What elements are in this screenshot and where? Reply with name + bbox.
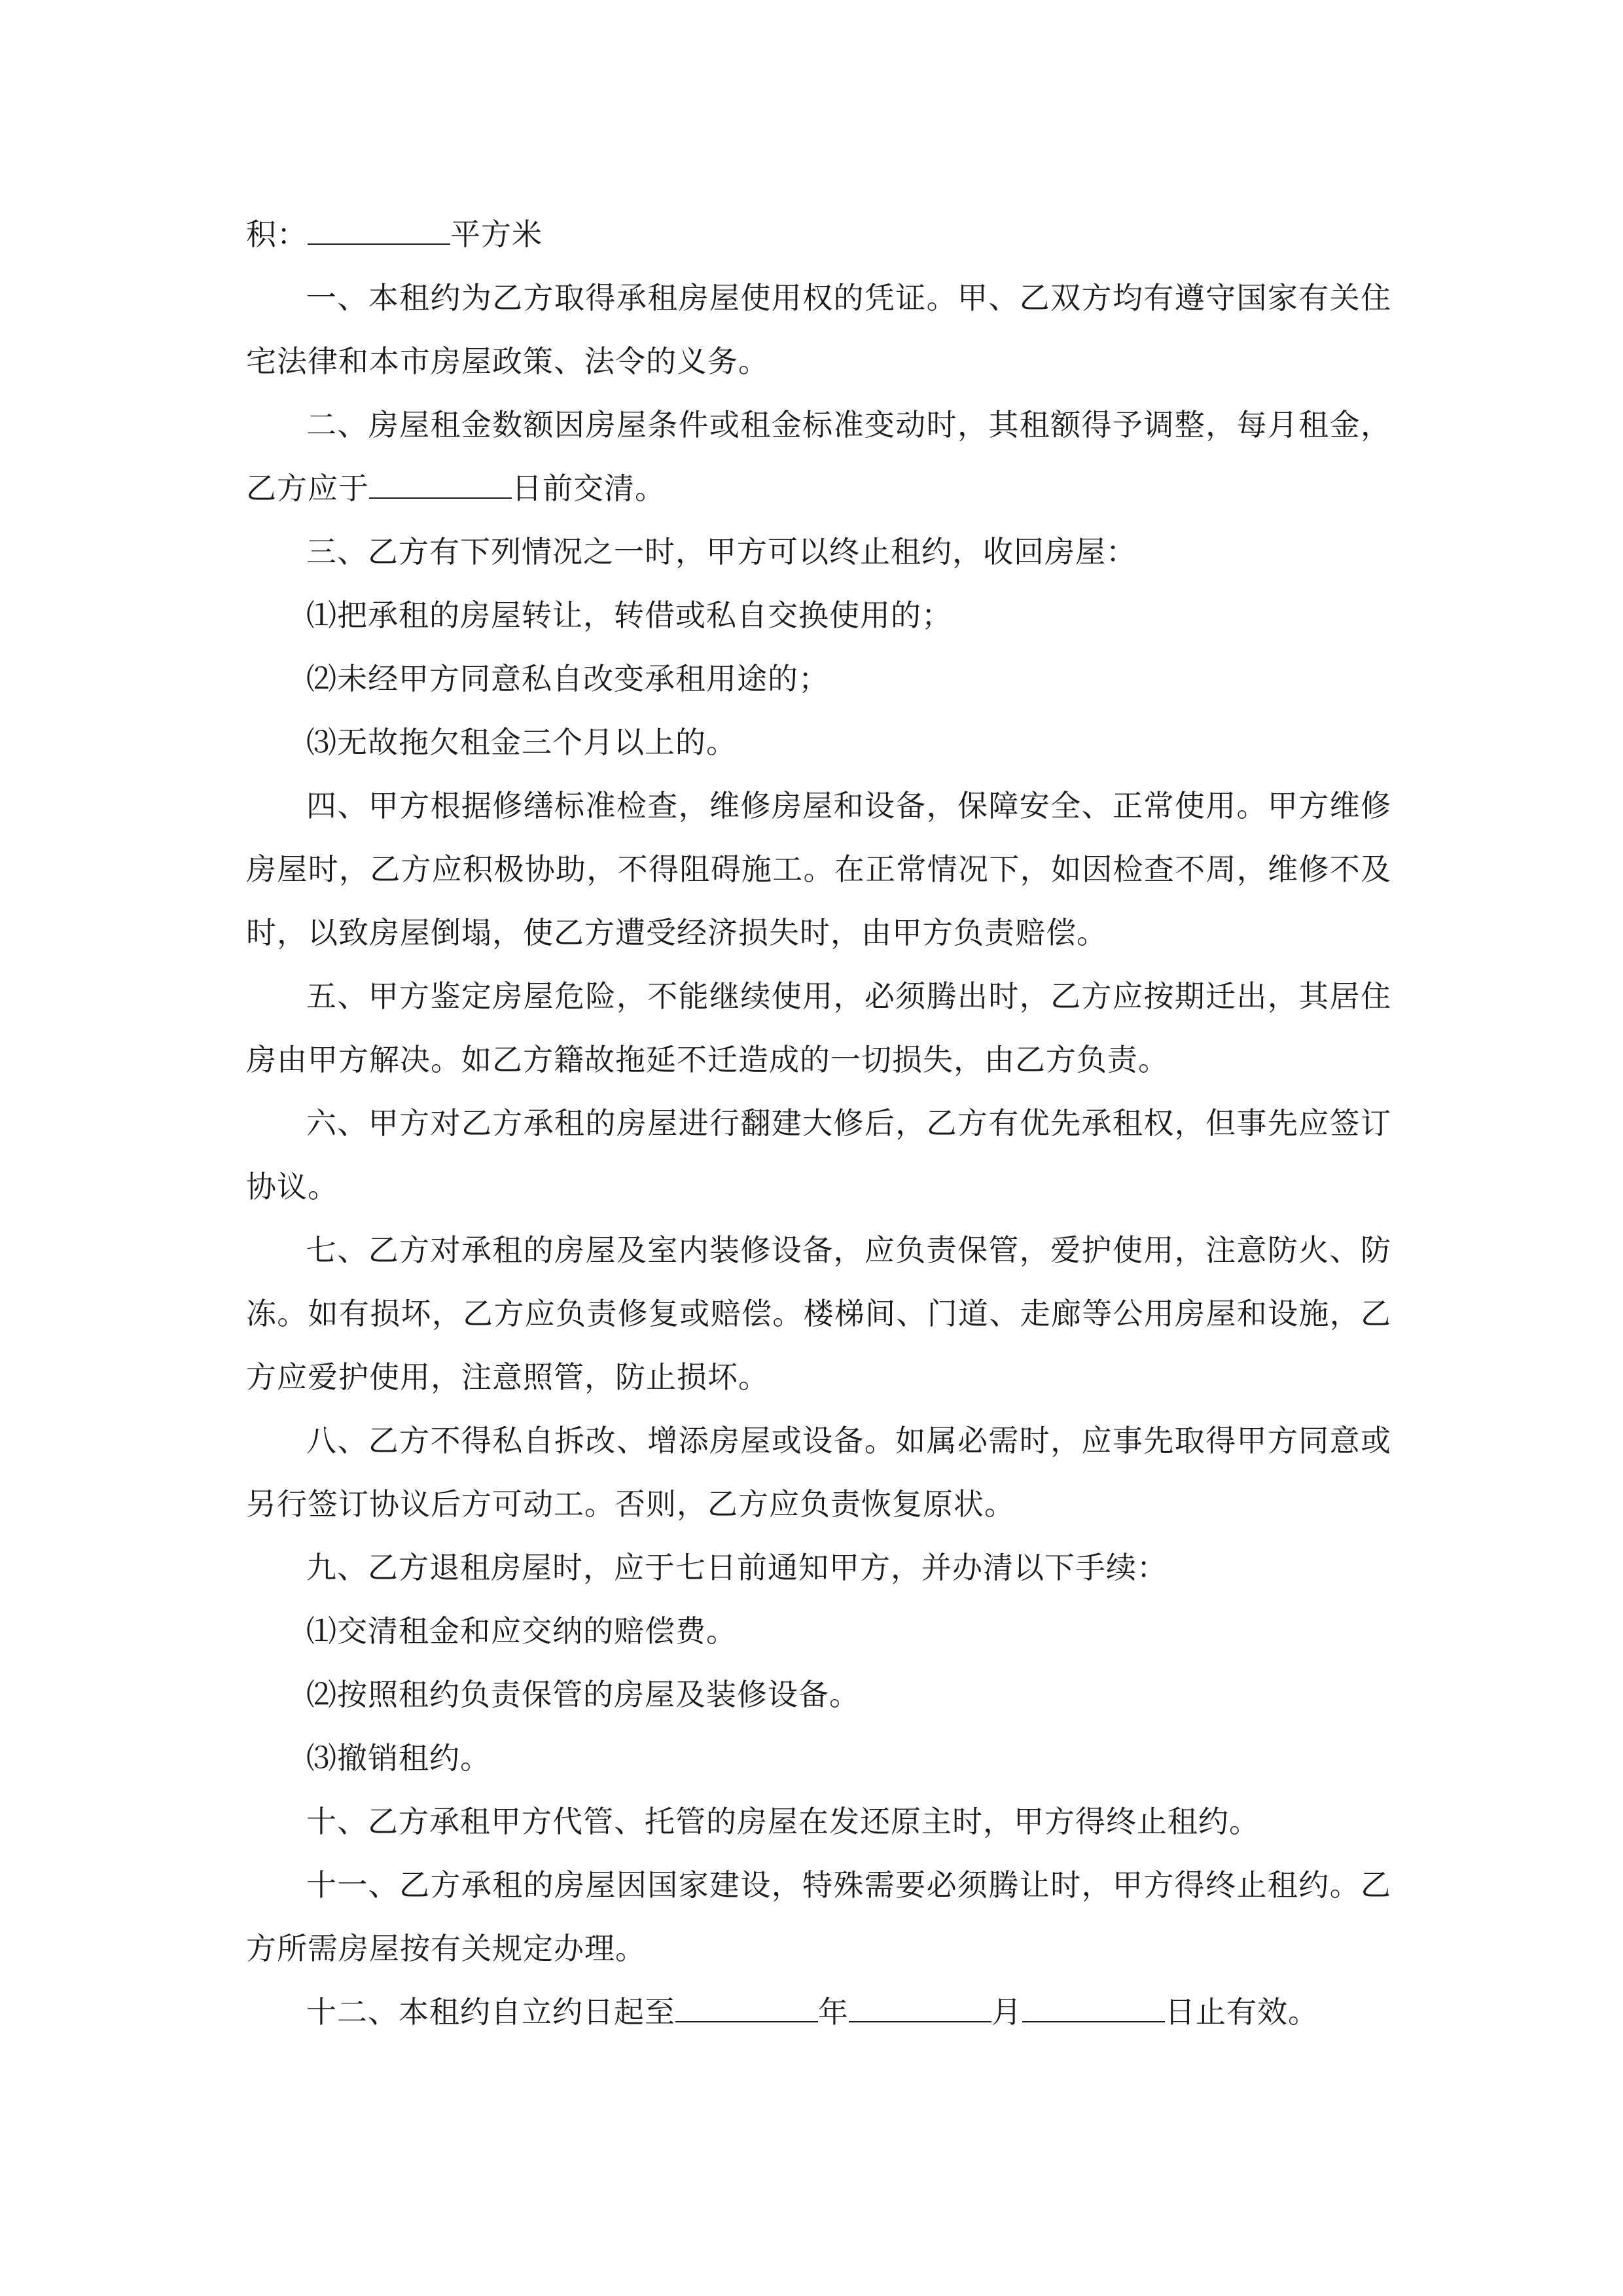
- clause-6: 六、甲方对乙方承租的房屋进行翻建大修后，乙方有优先承租权，但事先应签订协议。: [246, 1105, 1391, 1204]
- area-suffix: 平方米: [450, 217, 543, 252]
- clause-2-suffix: 日前交清。: [512, 471, 666, 506]
- end-month-blank: [849, 1995, 991, 2022]
- clause-3: 三、乙方有下列情况之一时，甲方可以终止租约，收回房屋：: [306, 534, 1137, 569]
- clause-12: [246, 1981, 1391, 2044]
- clause-10: 十、乙方承租甲方代管、托管的房屋在发还原主时，甲方得终止租约。: [306, 1804, 1260, 1839]
- clause-9-item-1: ⑴交清租金和应交纳的赔偿费。: [306, 1613, 737, 1649]
- month-label: 月: [991, 1994, 1022, 2030]
- area-line: [246, 203, 1391, 266]
- clause-7: 七、乙方对承租的房屋及室内装修设备，应负责保管，爱护使用，注意防火、防冻。如有损坏，乙方应负责修复或赔偿。楼梯间、门道、走廊等公用房屋和设施，乙方应爱护使用，注意照管，防止损坏。: [246, 1232, 1391, 1395]
- document-body: [246, 203, 1391, 2044]
- clause-4: 四、甲方根据修缮标准检查，维修房屋和设备，保障安全、正常使用。甲方维修房屋时，乙方应积极协助，不得阻碍施工。在正常情况下，如因检查不周，维修不及时，以致房屋倒塌，使乙方遭受经济损失时，由甲方负责赔偿。: [246, 788, 1391, 950]
- end-day-blank: [1022, 1995, 1165, 2022]
- clause-3-item-3: ⑶无故拖欠租金三个月以上的。: [306, 725, 737, 760]
- clause-3-item-1: ⑴把承租的房屋转让，转借或私自交换使用的；: [306, 598, 952, 633]
- clause-9: 九、乙方退租房屋时，应于七日前通知甲方，并办清以下手续：: [306, 1550, 1168, 1585]
- payment-day-blank: [369, 471, 512, 499]
- clause-12-suffix: 日止有效。: [1165, 1994, 1319, 2030]
- area-blank: [308, 217, 450, 245]
- clause-11: 十一、乙方承租的房屋因国家建设，特殊需要必须腾让时，甲方得终止租约。乙方所需房屋按有关规定办理。: [246, 1867, 1391, 1966]
- clause-5: 五、甲方鉴定房屋危险，不能继续使用，必须腾出时，乙方应按期迁出，其居住房由甲方解决。如乙方籍故拖延不迁造成的一切损失，由乙方负责。: [246, 978, 1391, 1077]
- year-label: 年: [818, 1994, 849, 2030]
- clause-3-item-2: ⑵未经甲方同意私自改变承租用途的；: [306, 661, 829, 696]
- clause-2: [246, 393, 1391, 520]
- clause-1: 一、本租约为乙方取得承租房屋使用权的凭证。甲、乙双方均有遵守国家有关住宅法律和本市房屋政策、法令的义务。: [246, 280, 1391, 379]
- clause-12-prefix: 十二、本租约自立约日起至: [306, 1994, 675, 2030]
- end-year-blank: [675, 1995, 818, 2022]
- clause-9-item-2: ⑵按照租约负责保管的房屋及装修设备。: [306, 1677, 860, 1712]
- clause-8: 八、乙方不得私自拆改、增添房屋或设备。如属必需时，应事先取得甲方同意或另行签订协议后方可动工。否则，乙方应负责恢复原状。: [246, 1423, 1391, 1522]
- area-prefix: 积：: [246, 217, 308, 252]
- clause-9-item-3: ⑶撤销租约。: [306, 1740, 491, 1776]
- clause-2-prefix: 二、房屋租金数额因房屋条件或租金标准变动时，其租额得予调整，每月租金，乙方应于: [246, 407, 1391, 506]
